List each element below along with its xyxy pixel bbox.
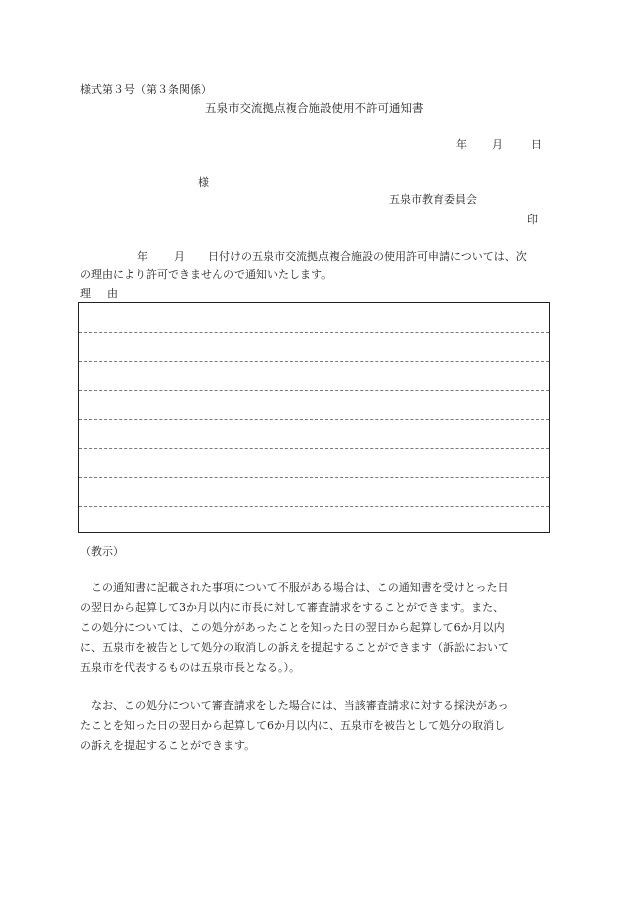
document-title: 五泉市交流拠点複合施設使用不許可通知書: [205, 101, 424, 115]
notice-paragraph-1: [80, 578, 552, 678]
form-number: 様式第３号（第３条関係）: [80, 83, 212, 96]
notice-paragraph-2: [80, 696, 552, 756]
reason-box: [78, 302, 550, 533]
date-year-label: 年: [456, 138, 467, 151]
addressee-suffix: 様: [198, 176, 209, 189]
reason-row-line: [79, 390, 549, 391]
reason-row-line: [79, 361, 549, 362]
paragraph-line: この処分については、この処分があったことを知った日の翌日から起算して6か月以内: [80, 621, 505, 634]
issuer-name: 五泉市教育委員会: [389, 193, 477, 206]
notice-label: （教示）: [80, 545, 124, 558]
reason-row-line: [79, 506, 549, 507]
date-line: [456, 138, 542, 151]
body-line1-text: 日付けの五泉市交流拠点複合施設の使用許可申請については、次: [208, 250, 527, 263]
paragraph-line: の翌日から起算して3か月以内に市長に対して審査請求をすることができます。また、: [80, 601, 505, 614]
paragraph-line: に、五泉市を被告として処分の取消しの訴えを提起することができます（訴訟において: [80, 641, 509, 654]
reason-row-line: [79, 448, 549, 449]
reason-row-line: [79, 477, 549, 478]
body-text-line2: の理由により許可できませんので通知いたします。: [80, 268, 333, 281]
reason-label: 理由: [80, 287, 134, 300]
body-text-line1: [80, 250, 527, 263]
reason-row-line: [79, 419, 549, 420]
seal-mark: 印: [527, 213, 538, 226]
date-day-label: 日: [531, 138, 542, 151]
body-year-label: 年: [137, 250, 148, 263]
paragraph-line: なお、この処分について審査請求をした場合には、当該審査請求に対する採決があっ: [80, 699, 509, 712]
body-month-label: 月: [174, 250, 185, 263]
paragraph-line: 五泉市を代表するものは五泉市長となる。）。: [80, 661, 300, 674]
date-month-label: 月: [492, 138, 503, 151]
reason-row-line: [79, 332, 549, 333]
paragraph-line: たことを知った日の翌日から起算して6か月以内に、五泉市を被告として処分の取消し: [80, 719, 505, 732]
paragraph-line: この通知書に記載された事項について不服がある場合は、この通知書を受けとった日: [80, 581, 509, 594]
paragraph-line: の訴えを提起することができます。: [80, 739, 256, 752]
